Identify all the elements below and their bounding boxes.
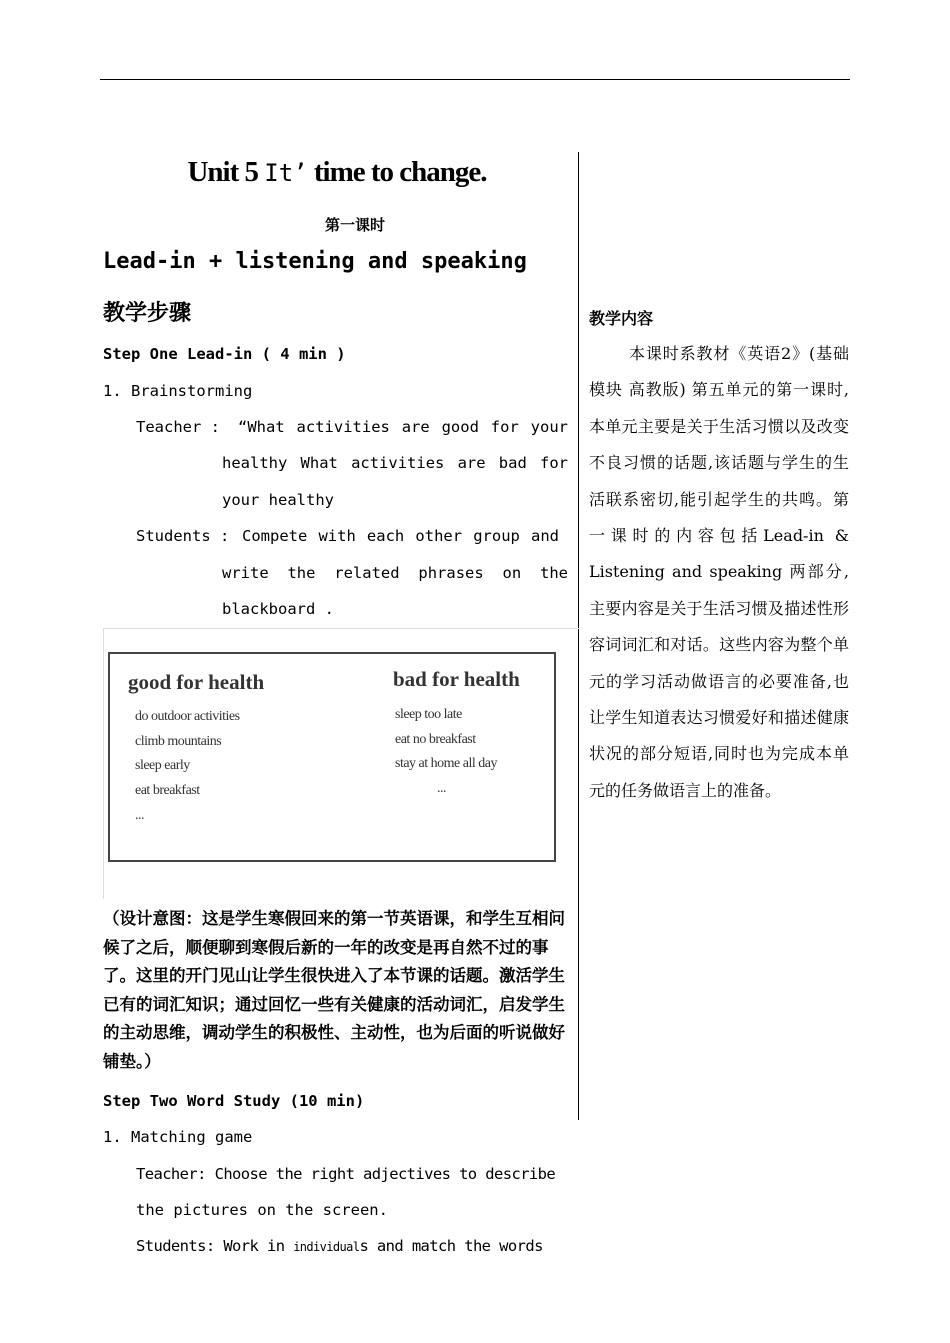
- lesson-title: Lead-in + listening and speaking: [103, 249, 527, 274]
- good-item: ...: [135, 808, 144, 823]
- good-item: do outdoor activities: [135, 709, 240, 724]
- page-title: Unit 5 It’ time to change.: [187, 156, 487, 188]
- step-one-heading: Step One Lead-in ( 4 min ): [103, 345, 346, 363]
- teacher-line-2: healthy What activities are bad for: [222, 454, 568, 472]
- bad-item: stay at home all day: [395, 756, 497, 771]
- lesson-period: 第一课时: [324, 216, 385, 234]
- good-for-health-heading: good for health: [128, 670, 265, 694]
- bad-item: eat no breakfast: [395, 732, 476, 747]
- teacher-line-3: your healthy: [222, 491, 334, 509]
- teacher-line-1: “What activities are good for your: [238, 418, 568, 436]
- students-line-2: write the related phrases on the: [222, 564, 568, 582]
- bad-for-health-heading: bad for health: [393, 667, 520, 691]
- good-item: sleep early: [135, 758, 190, 773]
- good-item: eat breakfast: [135, 783, 200, 798]
- header-rule: [100, 79, 850, 80]
- step-two-teacher-line-1: Teacher: Choose the right adjectives to describe: [136, 1165, 556, 1183]
- bad-item: ...: [437, 781, 446, 796]
- design-intent-note: （设计意图：这是学生寒假回来的第一节英语课，和学生互相问候了之后，顺便聊到寒假后新的一年的改变是再自然不过的事了。这里的开门见山让学生很快进入了本节课的话题。激活学生已有的词汇知识；通过回忆一些有关健康的活动词汇，启发学生的主动思维，调动学生的积极性、主动性，也为后面的听说做好铺垫。）: [103, 909, 565, 1071]
- step-two-heading: Step Two Word Study (10 min): [103, 1092, 365, 1110]
- brainstorming-item: 1. Brainstorming: [103, 382, 253, 400]
- teacher-label: Teacher :: [136, 418, 220, 436]
- teaching-content-heading: 教学内容: [589, 309, 654, 328]
- step-two-teacher-line-2: the pictures on the screen.: [136, 1201, 388, 1219]
- students-label: Students :: [136, 527, 230, 545]
- steps-heading: 教学步骤: [103, 300, 192, 326]
- teaching-content-paragraph: 本课时系教材《英语2》(基础模块 高教版) 第五单元的第一课时,本单元主要是关于生活习惯以及改变不良习惯的话题,该话题与学生的生活联系密切,能引起学生的共鸣。第一课时的内容包括Lead-in & Listening and speaking 两部分, 主要内容是关于生活习惯及描述性形容词词汇和对话。这些内容为整个单元的学习活动做语言的必要准备,也让学生知道表达习惯爱好和描述健康状况的部分短语,同时也为完成本单元的任务做语言上的准备。: [589, 344, 849, 800]
- good-item: climb mountains: [135, 734, 222, 749]
- students-line-3: blackboard .: [222, 600, 334, 618]
- students-line-1: Compete with each other group and: [242, 527, 559, 545]
- matching-game-item: 1. Matching game: [103, 1128, 253, 1146]
- step-two-students-line: Students: Work in individuals and match the words: [136, 1237, 543, 1255]
- bad-item: sleep too late: [395, 707, 462, 722]
